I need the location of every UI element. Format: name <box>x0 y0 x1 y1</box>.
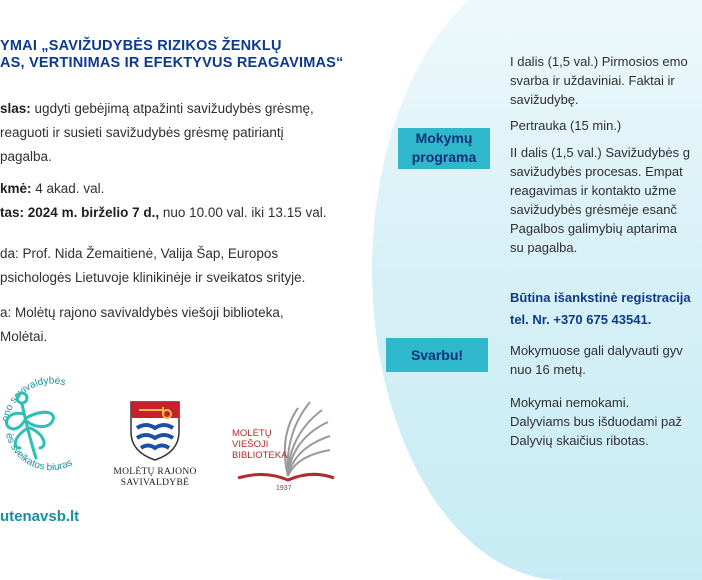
event-title <box>0 38 372 72</box>
goal-line-2: reaguoti ir susieti savižudybės grėsmę patiriantį <box>0 125 284 140</box>
part2-line: su pagalba. <box>510 240 578 255</box>
participants-line: nuo 16 metų. <box>510 362 586 377</box>
library-logo <box>218 392 338 492</box>
library-name-line-3: BIBLIOTEKA <box>232 450 288 461</box>
part1-line: savižudybę. <box>510 92 579 107</box>
part2-line: Pagalbos galimybių aptarima <box>510 221 677 236</box>
program-break: Pertrauka (15 min.) <box>510 118 622 133</box>
notes-block <box>510 393 702 450</box>
part2-line: savižudybės procesas. Empat <box>510 164 683 179</box>
program-part-1 <box>510 52 702 109</box>
municipality-logo <box>110 398 200 498</box>
part2-line: reagavimas ir kontakto užme <box>510 183 677 198</box>
library-year: 1937 <box>276 485 292 492</box>
duration-date-block <box>0 177 370 225</box>
program-tag-line-1: Mokymų <box>415 130 473 146</box>
goal-line-1: ugdyti gebėjimą atpažinti savižudybės grėsmę, <box>34 101 314 116</box>
registration-line-1: Būtina išankstinė registracija <box>510 290 691 305</box>
goal-block <box>0 97 370 169</box>
venue-line-1: a: Molėtų rajono savivaldybės viešoji biblioteka, <box>0 305 284 320</box>
program-part-2 <box>510 143 702 257</box>
bureau-website: utenavsb.lt <box>0 508 80 525</box>
municipality-name-line-2: SAVIVALDYBĖ <box>120 478 190 488</box>
municipality-name-line-1: MOLĖTŲ RAJONO <box>113 467 197 477</box>
part1-line: I dalis (1,5 val.) Pirmosios emo <box>510 54 688 69</box>
program-tag <box>398 128 490 169</box>
lecturers-line-2: psichologės Lietuvoje klinikinėje ir sveikatos srityje. <box>0 270 306 285</box>
date-value: 2024 m. birželio 7 d., <box>27 205 160 220</box>
date-time: nuo 10.00 val. iki 13.15 val. <box>162 205 327 220</box>
date-label: tas: <box>0 205 25 220</box>
registration-phone: tel. Nr. +370 675 43541. <box>510 312 652 327</box>
certificates-note: Dalyviams bus išduodami paž <box>510 414 682 429</box>
title-line-2: AS, VERTINIMAS IR EFEKTYVUS REAGAVIMAS“ <box>0 55 344 71</box>
goal-label: slas: <box>0 101 31 116</box>
lecturers-line-1: da: Prof. Nida Žemaitienė, Valija Šap, Europos <box>0 246 279 261</box>
duration-value: 4 akad. val. <box>35 181 105 196</box>
program-tag-line-2: programa <box>411 149 477 165</box>
venue-line-2: Molėtai. <box>0 329 48 344</box>
bureau-arc-bottom: ės sveikatos biuras <box>3 431 75 474</box>
library-name-line-1: MOLĖTŲ <box>232 428 272 439</box>
venue-block <box>0 301 370 349</box>
duration-label: kmė: <box>0 181 32 196</box>
svg-text:ės sveikatos biuras <box>3 432 74 473</box>
part1-line: svarba ir uždaviniai. Faktai ir <box>510 73 675 88</box>
free-note: Mokymai nemokami. <box>510 395 630 410</box>
bureau-arc-top: ono savivaldybės <box>0 375 67 423</box>
part2-line: savižudybės grėsmėje esanč <box>510 202 677 217</box>
title-line-1: YMAI „SAVIŽUDYBĖS RIZIKOS ŽENKLŲ <box>0 38 282 54</box>
participants-block <box>510 341 702 379</box>
coat-of-arms-icon <box>127 398 183 462</box>
participants-line: Mokymuose gali dalyvauti gyv <box>510 343 683 358</box>
library-name-line-2: VIEŠOJI <box>232 439 269 450</box>
part2-line: II dalis (1,5 val.) Savižudybės g <box>510 145 690 160</box>
limited-note: Dalyvių skaičius ribotas. <box>510 433 649 448</box>
important-tag: Svarbu! <box>386 338 488 372</box>
registration-block <box>510 288 702 329</box>
goal-line-3: pagalba. <box>0 149 52 164</box>
lecturers-block <box>0 242 370 290</box>
health-bureau-logo <box>0 362 100 482</box>
library-name <box>232 428 287 461</box>
